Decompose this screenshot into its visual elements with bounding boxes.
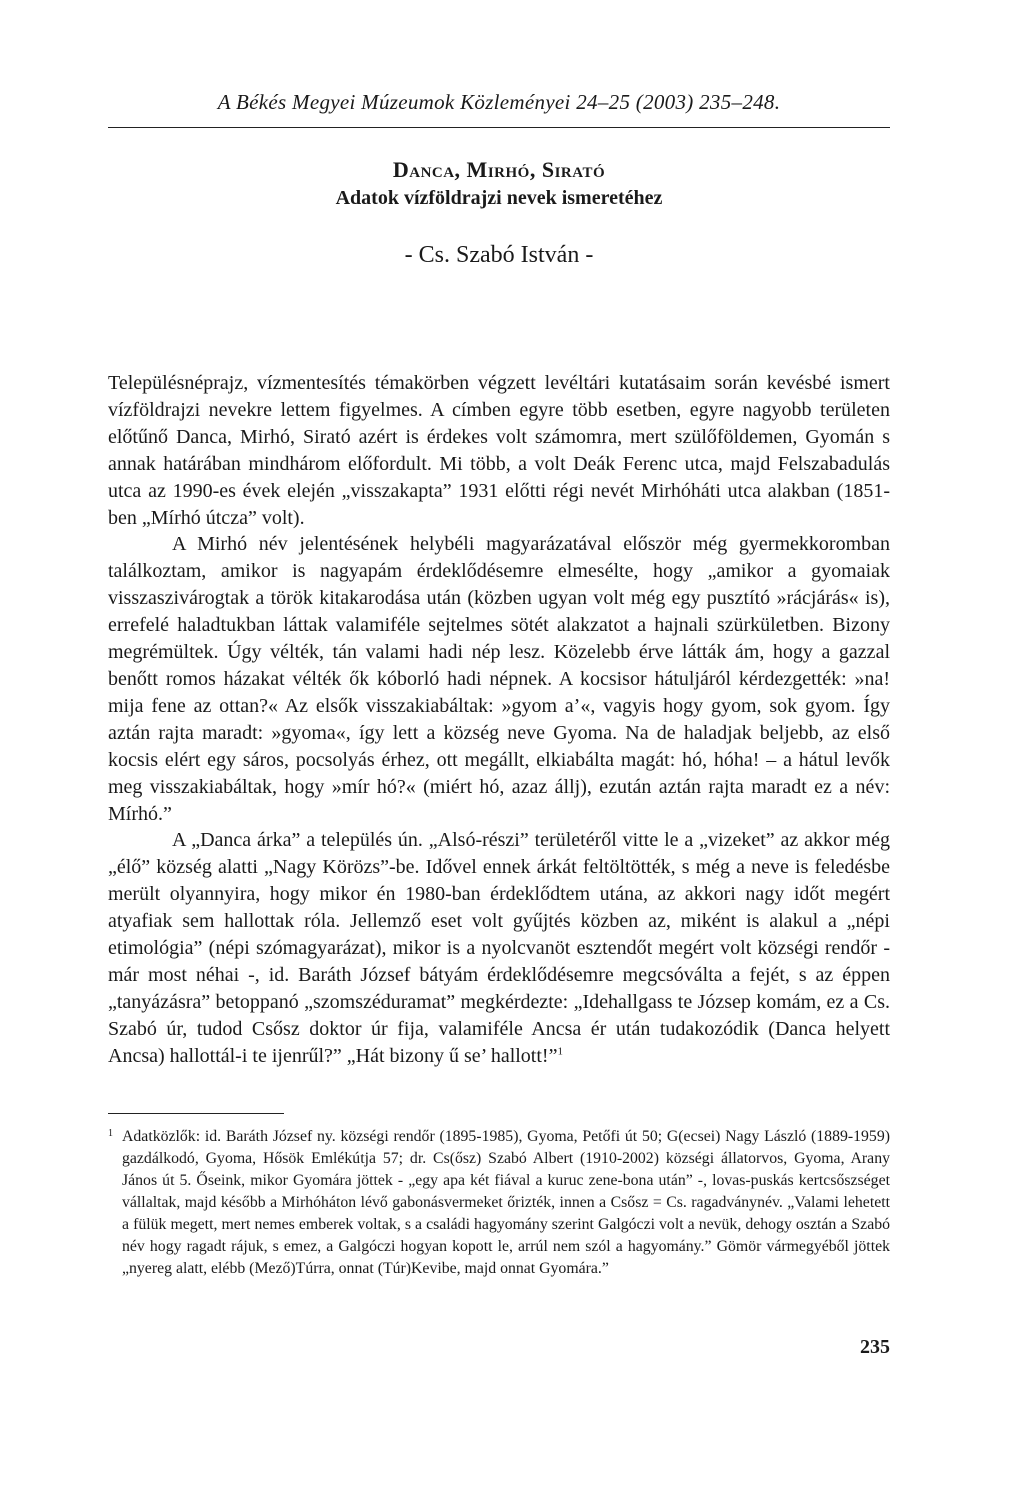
article-body <box>108 370 890 1070</box>
footnote-rule <box>108 1113 284 1114</box>
page-number: 235 <box>860 1336 890 1358</box>
footnote-text: Adatközlők: id. Baráth József ny. községi rendőr (1895-1985), Gyoma, Petőfi út 50; G(ecsei) Nagy László (1889-1959) gazdálkodó, Gyoma, Hősök Emlékútja 57; dr. Cs(ősz) Szabó Albert (1910-2002) községi állatorvos, Gyoma, Arany János út 5. Őseink, mikor Gyomára jöttek - „egy apa két fiával a kuruc zene-bona után” -, lovas-puskás kertcsőszséget vállaltak, majd később a Mirhóháton lévő gabonásvermeket őrizték, innen a Csősz = Cs. ragadványnév. „Valami lehetett a fülük megett, mert nemes emberek voltak, s a családi hagyomány szerint Galgóczi volt a nevük, dehogy osztán a Szabó név hogy ragadt rájuk, s emez, a Galgóczi hogyan kopott le, arrúl nem szól a hagyomány.” Gömör vármegyéből jöttek „nyereg alatt, elébb (Mező)Túrra, onnat (Túr)Kevibe, majd onnat Gyomára.” <box>122 1128 890 1277</box>
footnote-reference[interactable]: 1 <box>557 1045 563 1057</box>
body-paragraph-3-text: A „Danca árka” a település ún. „Alsó-részi” területéről vitte le a „vizeket” az akkor még „élő” község alatti „Nagy Körözs”-be. Idővel ennek árkát feltöltötték, s még a neve is feledésbe merült olyannyira, hogy mikor én 1980-ban érdeklődtem utána, az akkori nagy időt megért atyafiak sem hallottak róla. Jellemző eset volt gyűjtés közben az, miként is alakul a „népi etimológia” (népi szómagyarázat), mikor is a nyolcvanöt esztendőt megért volt községi rendőr - már most néhai -, id. Baráth József bátyám érdeklődésemre megcsóválta a fejét, s az éppen „tanyázásra” betoppanó „szomszéduramat” megkérdezte: „Idehallgass te Józsep komám, ez a Cs. Szabó úr, tudod Csősz doktor úr fija, valamiféle Ancsa ér után tudakozódik (Danca helyett Ancsa) hallottál-i te ijenrűl?” „Hát bizony ű se’ hallott!” <box>108 829 890 1067</box>
body-paragraph-2: A Mirhó név jelentésének helybéli magyarázatával először még gyermekkoromban találkoztam, amikor is nagyapám érdeklődésemre elmesélte, hogy „amikor a gyomaiak visszaszivárogtak a török kitakarodása után (közben ugyan volt még egy pusztító »rácjárás« is), errefelé haladtukban láttak valamiféle sejtelmes sötét alakzatot a hajnali szürkületben. Bizony megrémültek. Úgy vélték, tán valami hadi nép lesz. Közelebb érve látták ám, hogy a gazzal benőtt romos házakat vélték ők kóborló hadi népnek. A kocsisor hátuljáról kérdezgették: »na! mija fene az ottan?« Az elsők visszakiabáltak: »gyom a’«, vagyis hogy gyom, sok gyom. Így aztán rajta maradt: »gyoma«, így lett a község neve Gyoma. Na de haladjak beljebb, az első kocsis elért egy sáros, pocsolyás érhez, ott megállt, elkiabálta magát: hó, hóha! – a hátul levők meg visszakiabáltak, hogy »mír hó?« (miért hó, azaz állj), ezután aztán rajta maradt ez a név: Mírhó.” <box>108 533 890 825</box>
article-title: Danca, Mirhó, Sirató <box>392 157 606 182</box>
running-head: A Békés Megyei Múzeumok Közleményei 24–25 (2003) 235–248. <box>217 90 781 114</box>
article-subtitle: Adatok vízföldrajzi nevek ismeretéhez <box>335 187 663 209</box>
footnote-mark: 1 <box>108 1128 113 1139</box>
article-author: - Cs. Szabó István - <box>404 242 594 268</box>
body-paragraph-3 <box>108 827 890 1069</box>
footnote <box>108 1126 890 1280</box>
header-rule <box>108 127 890 128</box>
body-paragraph-1: Településnéprajz, vízmentesítés témakörben végzett levéltári kutatásaim során kevésbé ismert vízföldrajzi nevekre lettem figyelmes. A címben egyre több esetben, egyre nagyobb területen előtűnő Danca, Mirhó, Sirató azért is érdekes volt számomra, mert szülőföldemen, Gyomán s annak határában mindhárom előfordult. Mi több, a volt Deák Ferenc utca, majd Felszabadulás utca az 1990-es évek elején „visszakapta” 1931 előtti régi nevét Mirhóháti utca alakban (1851-ben „Mírhó útcza” volt). <box>108 372 890 529</box>
